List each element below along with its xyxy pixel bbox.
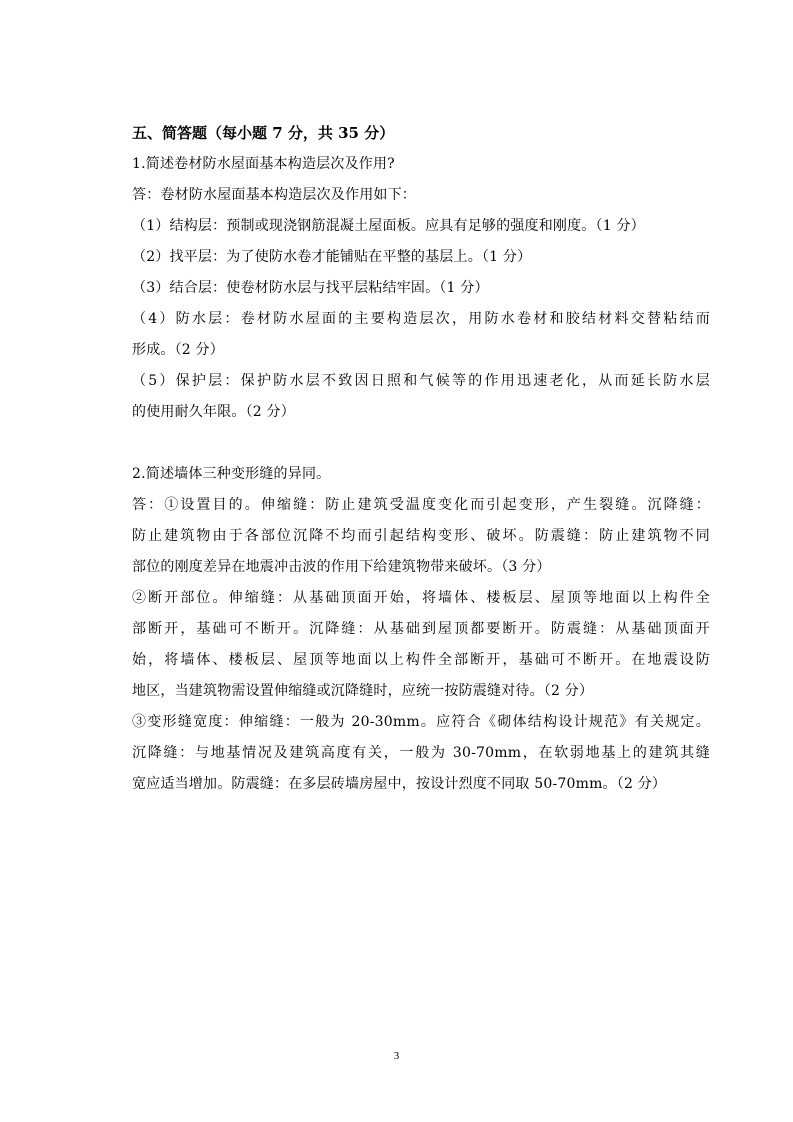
section-title: 五、简答题（每小题 7 分，共 35 分）: [132, 124, 395, 142]
answer-1-line: （5）保护层：保护防水层不致因日照和气候等的作用迅速老化，从而延长防水层: [132, 373, 710, 389]
answer-1-line: 答：卷材防水屋面基本构造层次及作用如下：: [132, 187, 416, 203]
answer-1-line: （2）找平层：为了使防水卷才能铺贴在平整的基层上。（1 分）: [132, 249, 532, 265]
paragraph-gap: [132, 428, 710, 459]
answer-2-line: 宽应适当增加。防震缝：在多层砖墙房屋中，按设计烈度不同取 50-70mm。（2 分）: [132, 776, 667, 792]
answer-2-line: 部断开，基础可不断开。沉降缝：从基础到屋顶都要断开。防震缝：从基础顶面开: [132, 621, 710, 637]
question-2-title: 2.简述墙体三种变形缝的异同。: [132, 466, 331, 482]
answer-2-line: 防止建筑物由于各部位沉降不均而引起结构变形、破坏。防震缝：防止建筑物不同: [132, 528, 710, 544]
page-number: 3: [393, 1050, 400, 1062]
answer-2-line: 沉降缝：与地基情况及建筑高度有关，一般为 30-70mm，在软弱地基上的建筑其缝: [132, 745, 710, 761]
answer-1-line: （3）结合层：使卷材防水层与找平层粘结牢固。（1 分）: [132, 280, 489, 296]
question-1-title: 1.简述卷材防水屋面基本构造层次及作用?: [132, 156, 395, 172]
answer-2-line: ②断开部位。伸缩缝：从基础顶面开始，将墙体、楼板层、屋顶等地面以上构件全: [132, 590, 710, 606]
answer-1-line: 的使用耐久年限。（2 分）: [132, 404, 295, 420]
answer-1-line: （4）防水层：卷材防水屋面的主要构造层次，用防水卷材和胶结材料交替粘结而: [132, 311, 710, 327]
answer-2-line: 部位的刚度差异在地震冲击波的作用下给建筑物带来破坏。（3 分）: [132, 559, 551, 575]
answer-1-line: （1）结构层：预制或现浇钢筋混凝土屋面板。应具有足够的强度和刚度。（1 分）: [132, 218, 645, 234]
page-content: [132, 118, 710, 800]
answer-2-line: 答：①设置目的。伸缩缝：防止建筑受温度变化而引起变形，产生裂缝。沉降缝：: [132, 497, 710, 513]
answer-1-line: 形成。（2 分）: [132, 342, 224, 358]
answer-2-line: 地区，当建筑物需设置伸缩缝或沉降缝时，应统一按防震缝对待。（2 分）: [132, 683, 594, 699]
answer-2-line: ③变形缝宽度：伸缩缝：一般为 20-30mm。应符合《砌体结构设计规范》有关规定。: [132, 714, 710, 730]
answer-2-line: 始，将墙体、楼板层、屋顶等地面以上构件全部断开，基础可不断开。在地震设防: [132, 652, 710, 668]
